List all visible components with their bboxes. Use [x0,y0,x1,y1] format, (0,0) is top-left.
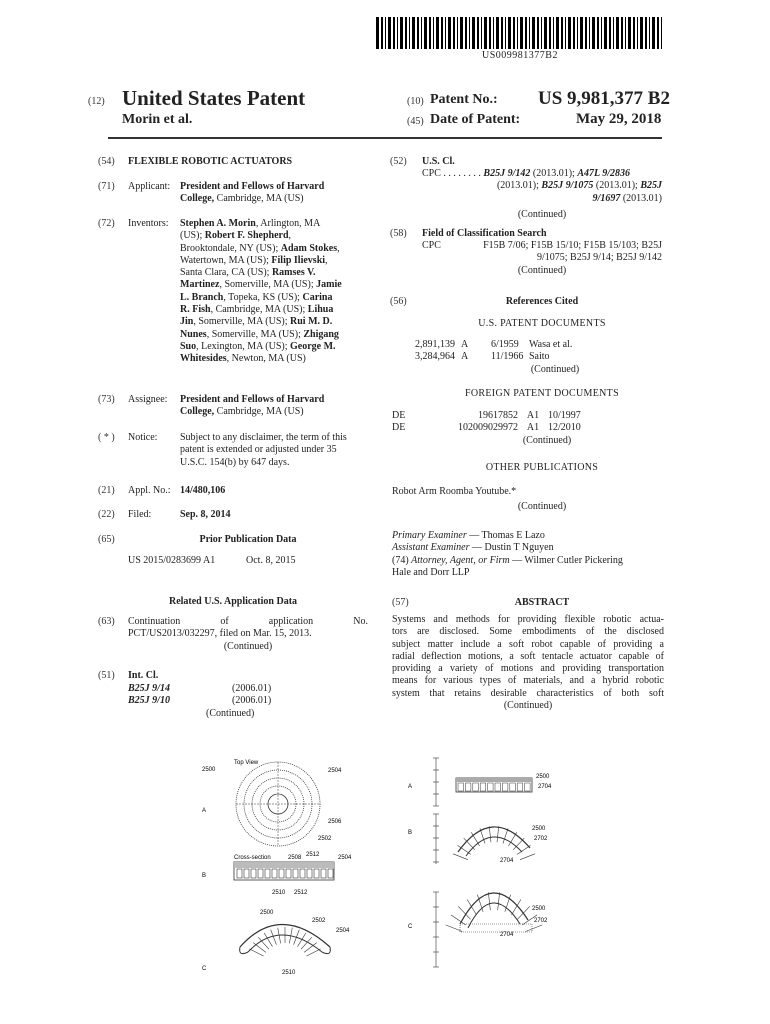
prior-publication-number: US 2015/0283699 A1 [128,555,216,566]
top-view-label: Top View [234,760,259,766]
ref-2500-c: 2500 [532,906,546,912]
document-type-title: United States Patent [122,86,306,110]
inid-code-12: (12) [88,96,105,107]
abstract-text [392,614,664,712]
continued-note: (Continued) [522,434,572,446]
ref-2508: 2508 [288,855,302,861]
inid-72: (72) [98,218,115,229]
doc-date: 10/1997 [548,410,581,421]
doc-country: DE [392,410,406,421]
doc-name: Wasa et al. [529,339,573,350]
ref-2702: 2702 [534,836,548,842]
examiners [392,530,667,579]
abstract-line: subject matter include a soft robot capable of providing a [392,638,664,650]
prior-publication-date: Oct. 8, 2015 [246,555,296,566]
field-search [422,240,662,277]
assistant-examiner-label: Assistant Examiner [392,542,470,554]
abstract-line: system that retains desirable characteristics of both soft [392,687,664,699]
ref-2502-c: 2502 [312,918,326,924]
inventor-line: Nunes, Somerville, MA (US); Zhigang [180,328,339,340]
height-scale [433,758,439,967]
cpc-text: (2013.01); [530,168,578,179]
abstract-line: tors are disclosed. Some embodiments of the disclosed [392,626,664,638]
inventor-line: L. Branch, Topeka, KS (US); Carina [180,291,333,303]
assistant-examiner: — Dustin T Nguyen [469,542,554,554]
cpc-code: B25J 9/142 [483,168,531,179]
inventor-line: Santa Clara, CA (US); Ramses V. [180,267,316,279]
table-row [415,351,665,363]
us-docs-table [415,339,665,376]
figure-left [190,752,370,992]
ref-2704-c: 2704 [500,932,514,938]
barcode [376,17,664,49]
continued-note: (Continued) [223,640,273,652]
assignee-name-2: College, [180,406,215,418]
inventor-line: Whitesides, Newton, MA (US) [180,353,306,365]
cpc-label: CPC [422,240,441,251]
panel-c-label: C [202,966,207,972]
assignee-name: President and Fellows of Harvard [180,394,325,405]
filed-date: Sep. 8, 2014 [180,509,231,520]
inid-73: (73) [98,394,115,405]
ref-2510-c: 2510 [282,970,296,976]
abstract-line: providing a variety of motions and providing transportation [392,663,664,675]
applicant-label: Applicant: [128,181,171,192]
inid-52: (52) [390,156,407,167]
doc-kind: A1 [526,410,540,421]
inventor-line: Jin, Somerville, MA (US); Rui M. D. [180,316,333,328]
ref-2506: 2506 [328,819,342,825]
appl-no-label: Appl. No.: [128,485,171,496]
cpc-text: (2013.01) [620,192,662,204]
continued-note: (Continued) [206,707,255,719]
inventor-line: Watertown, MA (US); Filip Ilievski, [180,254,328,266]
applicant-name-2: College, [180,193,215,205]
inventor-line: (US); Robert F. Shepherd, [180,230,292,242]
appl-no: 14/480,106 [180,485,226,496]
inid-63: (63) [98,616,115,627]
inventors-list [180,218,360,366]
inid-code-45: (45) [407,116,424,127]
assignee-location: Cambridge, MA (US) [214,406,304,418]
inid-65: (65) [98,534,115,545]
prior-publication-heading: Prior Publication Data [199,534,297,545]
inventor-line: Stephen A. Morin, Arlington, MA [180,218,321,229]
ref-2500-b: 2500 [532,826,546,832]
cpc-text: (2013.01); [593,180,641,192]
us-cl-cpc [422,168,662,221]
doc-kind: A1 [526,422,540,434]
doc-country: DE [392,422,406,434]
applicant [180,181,360,206]
us-docs-heading: U.S. PATENT DOCUMENTS [478,318,606,329]
foreign-docs-heading: FOREIGN PATENT DOCUMENTS [465,388,619,399]
applicant-location: Cambridge, MA (US) [214,193,304,205]
inventors-label: Inventors: [128,218,169,229]
inid-57: (57) [392,597,409,608]
ref-2510: 2510 [272,890,286,896]
notice-line: Subject to any disclaimer, the term of this [180,432,347,443]
continued-note: (Continued) [517,501,567,512]
patent-no-label: Patent No.: [430,92,498,107]
field-line: F15B 7/06; F15B 15/10; F15B 15/103; B25J [483,240,662,251]
cpc-code: B25J [640,180,662,192]
assignee [180,394,360,419]
doc-number: 3,284,964 [415,351,455,363]
abstract-line: means for various types of materials, and a hybrid robotic [392,675,664,687]
cpc-dots: . . . . . . . . [440,168,481,179]
fully-curled-actuator [446,892,543,932]
filed-label: Filed: [128,509,152,520]
related-line: Continuation of application No. [128,616,368,627]
curled-actuator [240,925,331,957]
continued-note: (Continued) [530,363,580,375]
inid-notice: ( * ) [98,432,115,443]
doc-kind: A [461,339,469,350]
related-line: PCT/US2013/032297, filed on Mar. 15, 2013. [128,628,312,640]
ref-2704: 2704 [538,784,552,790]
date-of-patent: May 29, 2018 [576,111,662,127]
inventor-line: Suo, Lexington, MA (US); George M. [180,340,336,352]
assignee-label: Assignee: [128,394,168,405]
doc-number: 102009029972 [458,422,518,434]
inid-54: (54) [98,156,115,167]
attorney-name: — Wilmer Cutler Pickering [509,554,623,566]
foreign-docs-table [392,410,662,447]
ref-2500: 2500 [536,774,550,780]
abstract-line: Systems and methods for providing flexible robotic actua- [392,614,664,625]
doc-kind: A [461,351,469,363]
panel-b-label: B [408,830,413,836]
doc-date: 12/2010 [548,422,581,434]
us-cl-label: U.S. Cl. [422,156,455,167]
applicant-name: President and Fellows of Harvard [180,181,325,192]
int-cl-code: B25J 9/14 [128,683,170,694]
cpc-text: (2013.01); [496,180,542,192]
cpc-label: CPC [422,168,441,179]
continued-note: (Continued) [503,700,553,712]
top-view-disc [236,762,320,846]
ref-2704-b: 2704 [500,858,514,864]
continued-note: (Continued) [517,208,567,220]
abstract-line: radial deflection motions, a soft tentacle actuator capable of [392,650,664,662]
ref-2504-c: 2504 [336,928,350,934]
primary-examiner-label: Primary Examiner [392,530,467,541]
cpc-code: 9/1697 [592,192,621,204]
figure-right [400,752,580,992]
doc-number: 2,891,139 [415,339,455,350]
abstract-heading: ABSTRACT [514,597,570,608]
doc-date: 6/1959 [491,339,519,350]
ref-2502: 2502 [318,836,332,842]
field-search-label: Field of Classification Search [422,228,547,239]
cross-section-strip [234,862,334,880]
inventor-line: Brooktondale, NY (US); Adam Stokes, [180,242,340,254]
inid-58: (58) [390,228,407,239]
partially-curled-actuator [453,826,535,859]
inid-51: (51) [98,670,115,681]
notice-text [180,432,370,469]
date-of-patent-label: Date of Patent: [430,112,521,127]
inid-56: (56) [390,296,407,307]
invention-title: FLEXIBLE ROBOTIC ACTUATORS [128,156,293,167]
ref-2504: 2504 [328,768,342,774]
references-heading: References Cited [505,296,579,307]
inventor-line: Martinez, Somerville, MA (US); Jamie [180,279,342,291]
int-cl-version: (2006.01) [232,695,272,707]
int-cl-list [128,683,368,720]
int-cl-version: (2006.01) [232,683,272,694]
primary-examiner: — Thomas E Lazo [466,530,545,541]
related-data-heading: Related U.S. Application Data [168,596,298,607]
barcode-number: US009981377B2 [482,50,558,61]
inid-22: (22) [98,509,115,520]
table-row [392,410,662,422]
cpc-code: B25J 9/1075 [541,180,594,192]
ref-2512: 2512 [306,852,320,858]
panel-a-label: A [408,784,413,790]
inid-code-10: (10) [407,96,424,107]
panel-b-label: B [202,873,207,879]
ref-2512-b: 2512 [294,890,308,896]
attorney-label: Attorney, Agent, or Firm [411,554,510,566]
inid-74: (74) [392,554,409,566]
other-publications-heading: OTHER PUBLICATIONS [485,462,599,473]
ref-2504-b: 2504 [338,855,352,861]
table-row [415,339,665,351]
inventor-line: R. Fish, Cambridge, MA (US); Lihua [180,304,334,316]
patent-number: US 9,981,377 B2 [538,88,670,109]
panel-a-label: A [202,808,207,814]
ref-2702-c: 2702 [534,918,548,924]
cross-section-label: Cross-section [234,855,271,861]
cpc-code: A47L 9/2836 [577,168,630,179]
related-data [128,616,368,653]
int-cl-label: Int. Cl. [128,670,159,681]
notice-line: patent is extended or adjusted under 35 [180,444,337,456]
header-rule [108,137,662,139]
int-cl-code: B25J 9/10 [128,695,170,707]
inid-21: (21) [98,485,115,496]
notice-line: U.S.C. 154(b) by 647 days. [180,456,290,468]
continued-note: (Continued) [517,264,567,276]
panel-c-label: C [408,924,413,930]
doc-date: 11/1966 [491,351,524,363]
table-row [392,422,662,434]
ref-2500-c: 2500 [260,910,274,916]
doc-name: Saito [529,351,550,363]
doc-number: 19617852 [478,410,518,421]
attorney-name-2: Hale and Dorr LLP [392,566,470,578]
inventors-short: Morin et al. [122,112,193,127]
field-line: 9/1075; B25J 9/14; B25J 9/142 [536,252,662,264]
notice-label: Notice: [128,432,158,443]
flat-actuator [456,778,532,792]
ref-2500: 2500 [202,767,216,773]
other-publication: Robot Arm Roomba Youtube.* [392,486,517,497]
inid-71: (71) [98,181,115,192]
